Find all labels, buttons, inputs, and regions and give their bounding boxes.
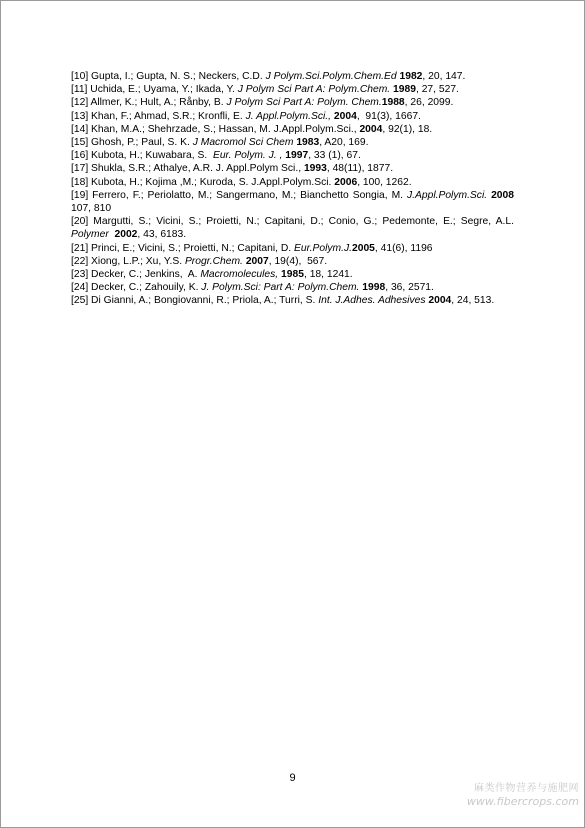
reference-ref-11 — [71, 83, 514, 96]
page-number: 9 — [289, 772, 296, 784]
journal-name: Eur.Polym.J. — [294, 242, 352, 254]
reference-year: 1998 — [362, 282, 386, 294]
reference-ref-19 — [71, 189, 517, 215]
journal-name: J Polym Sci Part A: Polym.Chem. — [237, 84, 391, 96]
reference-ref-24 — [71, 281, 514, 294]
reference-ref-13 — [71, 110, 514, 123]
reference-list — [71, 70, 517, 308]
watermark — [467, 782, 579, 808]
reference-text: [23] Decker, C.; Jenkins, A. — [71, 269, 201, 281]
journal-name: Polymer — [71, 229, 109, 241]
journal-name: Macromolecules, — [200, 269, 279, 281]
reference-ref-25 — [71, 294, 514, 307]
reference-text: [18] Kubota, H.; Kojima ,M.; Kuroda, S. J.Appl.Polym.Sci. — [71, 176, 335, 188]
reference-ref-17 — [71, 162, 514, 175]
reference-text: , 27, 527. — [415, 84, 459, 96]
reference-text: [25] Di Gianni, A.; Bongiovanni, R.; Priola, A.; Turri, S. — [71, 295, 319, 307]
reference-year: 2004 — [428, 295, 452, 307]
reference-text: , 26, 2099. — [404, 97, 454, 109]
reference-year: 1989 — [393, 84, 416, 96]
reference-text: , 19(4), 567. — [268, 255, 328, 267]
reference-ref-16 — [71, 149, 514, 162]
journal-name: J Polym Sci Part A: Polym. Chem. — [226, 97, 382, 109]
reference-year: 1988 — [381, 97, 405, 109]
reference-text: [15] Ghosh, P.; Paul, S. K. — [71, 137, 193, 149]
journal-name: Int. J.Adhes. Adhesives — [318, 295, 426, 307]
reference-ref-23 — [71, 268, 514, 281]
reference-text: , 18, 1241. — [303, 269, 353, 281]
reference-year: 1982 — [399, 71, 423, 82]
reference-year: 1983 — [296, 137, 320, 149]
reference-text: , 33 (1), 67. — [308, 150, 361, 162]
reference-text: [13] Khan, F.; Ahmad, S.R.; Kronfli, E. — [71, 110, 246, 122]
reference-text: , 24, 513. — [451, 295, 495, 307]
reference-text: , 41(6), 1196 — [374, 242, 433, 254]
reference-year: 2004 — [333, 110, 357, 122]
reference-text: , A20, 169. — [319, 137, 369, 149]
journal-name: J Polym.Sci.Polym.Chem.Ed — [265, 71, 397, 82]
reference-text: 107, 810 — [71, 189, 517, 215]
reference-year: 2007 — [245, 255, 269, 267]
reference-ref-22 — [71, 255, 514, 268]
reference-text: [14] Khan, M.A.; Shehrzade, S.; Hassan, M. J.Appl.Polym.Sci., — [71, 123, 360, 135]
reference-text: [17] Shukla, S.R.; Athalye, A.R. J. Appl.Polym Sci., — [71, 163, 304, 175]
reference-year: 2006 — [334, 176, 358, 188]
reference-text: , 48(11), 1877. — [326, 163, 394, 175]
reference-text: , 20, 147. — [422, 71, 466, 82]
reference-text: , 91(3), 1667. — [356, 110, 421, 122]
journal-name: J. Polym.Sci: Part A: Polym.Chem. — [201, 282, 360, 294]
journal-name: Eur. Polym. J. , — [212, 150, 283, 162]
reference-year: 2008 — [491, 189, 514, 201]
reference-text: , 100, 1262. — [357, 176, 412, 188]
watermark-url: www.fibercrops.com — [466, 795, 579, 808]
journal-name: Progr.Chem. — [184, 255, 243, 267]
reference-ref-15 — [71, 136, 514, 149]
reference-text: , 43, 6183. — [137, 229, 187, 241]
reference-year: 1993 — [303, 163, 327, 175]
reference-year: 1985 — [281, 269, 304, 281]
reference-ref-10 — [71, 70, 514, 83]
reference-ref-18 — [71, 176, 514, 189]
reference-text: , 36, 2571. — [385, 282, 434, 294]
reference-text: [19] Ferrero, F.; Periolatto, M.; Sangermano, M.; Bianchetto Songia, M. — [71, 189, 407, 201]
reference-text: [24] Decker, C.; Zahouily, K. — [71, 282, 202, 294]
journal-name: J. Appl.Polym.Sci., — [245, 110, 332, 122]
reference-ref-20 — [71, 215, 517, 241]
reference-year: 2005 — [351, 242, 375, 254]
reference-text: [21] Princi, E.; Vicini, S.; Proietti, N.; Capitani, D. — [71, 242, 294, 254]
journal-name: J Macromol Sci Chem — [192, 137, 294, 149]
reference-year: 1997 — [285, 150, 309, 162]
reference-text: [20] Margutti, S.; Vicini, S.; Proietti, N.; Capitani, D.; Conio, G.; Pedemonte, E.; Segre, A.L. — [71, 216, 517, 228]
reference-text: [16] Kubota, H.; Kuwabara, S. — [71, 150, 213, 162]
reference-ref-21 — [71, 242, 514, 255]
reference-ref-14 — [71, 123, 514, 136]
reference-text: [11] Uchida, E.; Uyama, Y.; Ikada, Y. — [71, 84, 238, 96]
reference-text: [12] Allmer, K.; Hult, A.; Rånby, B. — [71, 97, 227, 109]
reference-text: , 92(1), 18. — [382, 123, 433, 135]
journal-name: J.Appl.Polym.Sci. — [406, 189, 488, 201]
reference-year: 2002 — [114, 229, 138, 241]
reference-text: [22] Xiong, L.P.; Xu, Y.S. — [71, 255, 185, 267]
reference-year: 2004 — [359, 123, 383, 135]
reference-text: [10] Gupta, I.; Gupta, N. S.; Neckers, C.D. — [71, 71, 266, 82]
watermark-text: 麻类作物营养与施肥网 — [474, 783, 579, 794]
reference-ref-12 — [71, 96, 514, 109]
